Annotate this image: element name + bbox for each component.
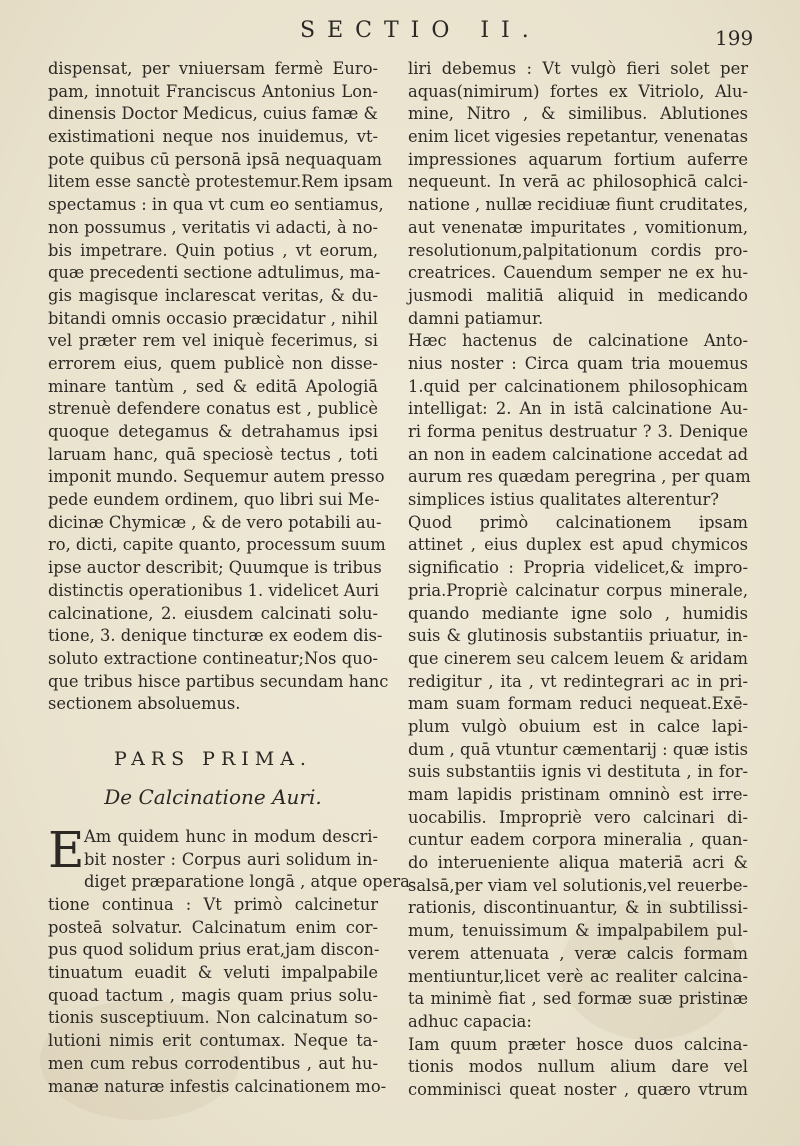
- text-line: ta minimè fiat , sed formæ suæ pristinæ: [408, 989, 748, 1009]
- text-line: damni patiamur.: [408, 308, 544, 328]
- text-line: pus quod solidum prius erat,jam discon-: [48, 940, 380, 960]
- text-line: strenuè defendere conatus est , publicè: [48, 399, 378, 419]
- chapter-body: [48, 820, 416, 1098]
- text-line: impressiones aquarum fortium auferre: [408, 149, 748, 169]
- text-line: posteā solvatur. Calcinatum enim cor-: [48, 917, 378, 937]
- right-column: [408, 58, 751, 1102]
- left-column-text: [48, 58, 393, 716]
- text-line: pam, innotuit Franciscus Antonius Lon-: [48, 81, 378, 101]
- text-line: significatio : Propria videlicet,& impro-: [408, 558, 748, 578]
- text-line: lutioni nimis erit contumax. Neque ta-: [48, 1031, 378, 1051]
- text-line: ri forma penitus destruatur ? 3. Denique: [408, 422, 748, 441]
- text-line: rationis, discontinuantur, & in subtilissi-: [408, 898, 748, 918]
- text-line: spectamus : in qua vt cum eo sentiamus,: [48, 195, 384, 215]
- text-line: an non in eadem calcinatione accedat ad: [408, 444, 748, 464]
- text-line: tionis susceptiuum. Non calcinatum so-: [48, 1008, 378, 1028]
- drop-initial: E: [48, 820, 85, 879]
- text-line: quando mediante igne solo , humidis: [408, 603, 748, 623]
- text-line: aquas(nimirum) fortes ex Vitriolo, Alu-: [408, 81, 748, 101]
- text-line: redigitur , ita , vt redintegrari ac in pri-: [408, 671, 748, 691]
- text-line: liri debemus : Vt vulgò fieri solet per: [408, 59, 748, 78]
- text-line: calcinatione, 2. eiusdem calcinati solu-: [48, 603, 378, 623]
- text-line: natione , nullæ recidiuæ fiunt cruditates,: [408, 195, 749, 215]
- text-line: tione, 3. denique tincturæ ex eodem dis-: [48, 626, 383, 646]
- text-line: existimationi neque nos inuidemus, vt-: [48, 127, 378, 147]
- left-column: [48, 58, 416, 1098]
- text-line: uocabilis. Impropriè vero calcinari di-: [408, 807, 748, 827]
- text-line: que cinerem seu calcem leuem & aridam: [408, 648, 748, 668]
- text-line: sectionem absoluemus.: [48, 694, 241, 714]
- text-line: mam suam formam reduci nequeat.Exē-: [408, 694, 748, 714]
- text-line: comminisci queat noster , quæro vtrum: [408, 1079, 748, 1099]
- text-line: aurum res quædam peregrina , per quam: [408, 467, 751, 487]
- text-line: suis substantiis ignis vi destituta , in for-: [408, 762, 748, 782]
- text-line: soluto extractione contineatur;Nos quo-: [48, 648, 378, 668]
- text-line: ro, dicti, capite quanto, processum suum: [48, 535, 386, 555]
- text-line: Am quidem hunc in modum descri-: [84, 826, 378, 846]
- text-line: tionis modos nullum alium dare vel: [408, 1057, 748, 1077]
- text-line: attinet , eius duplex est apud chymicos: [408, 535, 748, 555]
- text-line: bitandi omnis occasio præcidatur , nihil: [48, 308, 378, 328]
- text-line: intelligat: 2. An in istā calcinatione Au-: [408, 399, 748, 419]
- chapter-body-text: [48, 820, 416, 1098]
- text-line: tione continua : Vt primò calcinetur: [48, 895, 378, 914]
- text-line: salsā,per viam vel solutionis,vel reuerbe-: [408, 875, 748, 895]
- text-line: dispensat, per vniuersam fermè Euro-: [48, 59, 378, 78]
- text-line: suis & glutinosis substantiis priuatur, in-: [408, 626, 748, 646]
- text-line: quoque detegamus & detrahamus ipsi: [48, 422, 378, 441]
- text-line: 1.quid per calcinationem philosophicam: [408, 376, 748, 396]
- text-line: ipse auctor describit; Quumque is tribus: [48, 558, 382, 578]
- right-column-text: [408, 58, 751, 1102]
- text-line: jusmodi malitiā aliquid in medicando: [408, 285, 748, 305]
- text-line: plum vulgò obuium est in calce lapi-: [408, 716, 748, 736]
- text-line: non possumus , veritatis vi adacti, à no-: [48, 217, 378, 237]
- text-line: nius noster : Circa quam tria mouemus: [408, 353, 748, 373]
- text-line: Quod primò calcinationem ipsam: [408, 512, 748, 532]
- text-line: dicinæ Chymicæ , & de vero potabili au-: [48, 512, 382, 532]
- text-line: Iam quum præter hosce duos calcina-: [408, 1034, 748, 1054]
- text-line: resolutionum,palpitationum cordis pro-: [408, 240, 748, 260]
- text-line: enim licet vigesies repetantur, venenatas: [408, 127, 748, 147]
- text-line: que tribus hisce partibus secundam hanc: [48, 671, 389, 691]
- running-head: [0, 18, 800, 52]
- text-line: nequeunt. In verā ac philosophicā calci-: [408, 172, 748, 192]
- text-line: quoad tactum , magis quam prius solu-: [48, 985, 378, 1005]
- text-line: gis magisque inclarescat veritas, & du-: [48, 285, 378, 305]
- text-line: mine, Nitro , & similibus. Ablutiones: [408, 104, 748, 124]
- text-line: verem attenuata , veræ calcis formam: [408, 943, 748, 963]
- text-line: do interueniente aliqua materiā acri &: [408, 853, 748, 873]
- text-line: bit noster : Corpus auri solidum in-: [84, 849, 378, 869]
- text-line: laruam hanc, quā speciosè tectus , toti: [48, 444, 378, 464]
- text-line: errorem eius, quem publicè non disse-: [48, 353, 378, 373]
- text-line: manæ naturæ infestis calcinationem mo-: [48, 1076, 387, 1096]
- text-line: vel præter rem vel iniquè fecerimus, si: [48, 331, 378, 351]
- text-line: aut venenatæ impuritates , vomitionum,: [408, 217, 748, 237]
- text-line: pria.Propriè calcinatur corpus minerale,: [408, 580, 748, 600]
- text-line: mum, tenuissimum & impalpabilem pul-: [408, 921, 748, 941]
- text-line: dinensis Doctor Medicus, cuius famæ &: [48, 104, 378, 124]
- text-line: mentiuntur,licet verè ac realiter calcina-: [408, 966, 748, 986]
- text-line: pote quibus cū personā ipsā nequaquam: [48, 149, 382, 169]
- text-line: simplices istius qualitates alterentur?: [408, 490, 719, 510]
- text-line: tinuatum euadit & veluti impalpabile: [48, 963, 378, 983]
- text-line: dum , quā vtuntur cæmentarij : quæ istis: [408, 739, 748, 759]
- section-heading: PARS PRIMA.: [114, 747, 312, 770]
- text-line: men cum rebus corrodentibus , aut hu-: [48, 1053, 378, 1073]
- text-line: bis impetrare. Quin potius , vt eorum,: [48, 240, 378, 260]
- chapter-title: De Calcinatione Auri.: [104, 784, 322, 809]
- text-line: Hæc hactenus de calcinatione Anto-: [408, 331, 748, 351]
- text-line: litem esse sanctè protestemur.Rem ipsam: [48, 172, 393, 192]
- text-line: diget præparatione longā , atque opera-: [84, 872, 416, 892]
- text-line: imponit mundo. Sequemur autem presso: [48, 467, 385, 487]
- text-line: adhuc capacia:: [408, 1011, 532, 1031]
- text-line: minare tantùm , sed & editā Apologiā: [48, 376, 378, 396]
- text-line: cuntur eadem corpora mineralia , quan-: [408, 830, 748, 850]
- running-title: SECTIO II.: [300, 18, 541, 43]
- page-number: 199: [715, 26, 754, 50]
- text-line: quæ precedenti sectione adtulimus, ma-: [48, 263, 381, 283]
- text-line: mam lapidis pristinam omninò est irre-: [408, 785, 748, 804]
- text-line: pede eundem ordinem, quo libri sui Me-: [48, 490, 380, 510]
- text-line: creatrices. Cauendum semper ne ex hu-: [408, 263, 748, 283]
- text-line: distinctis operationibus 1. videlicet Auri: [48, 580, 379, 600]
